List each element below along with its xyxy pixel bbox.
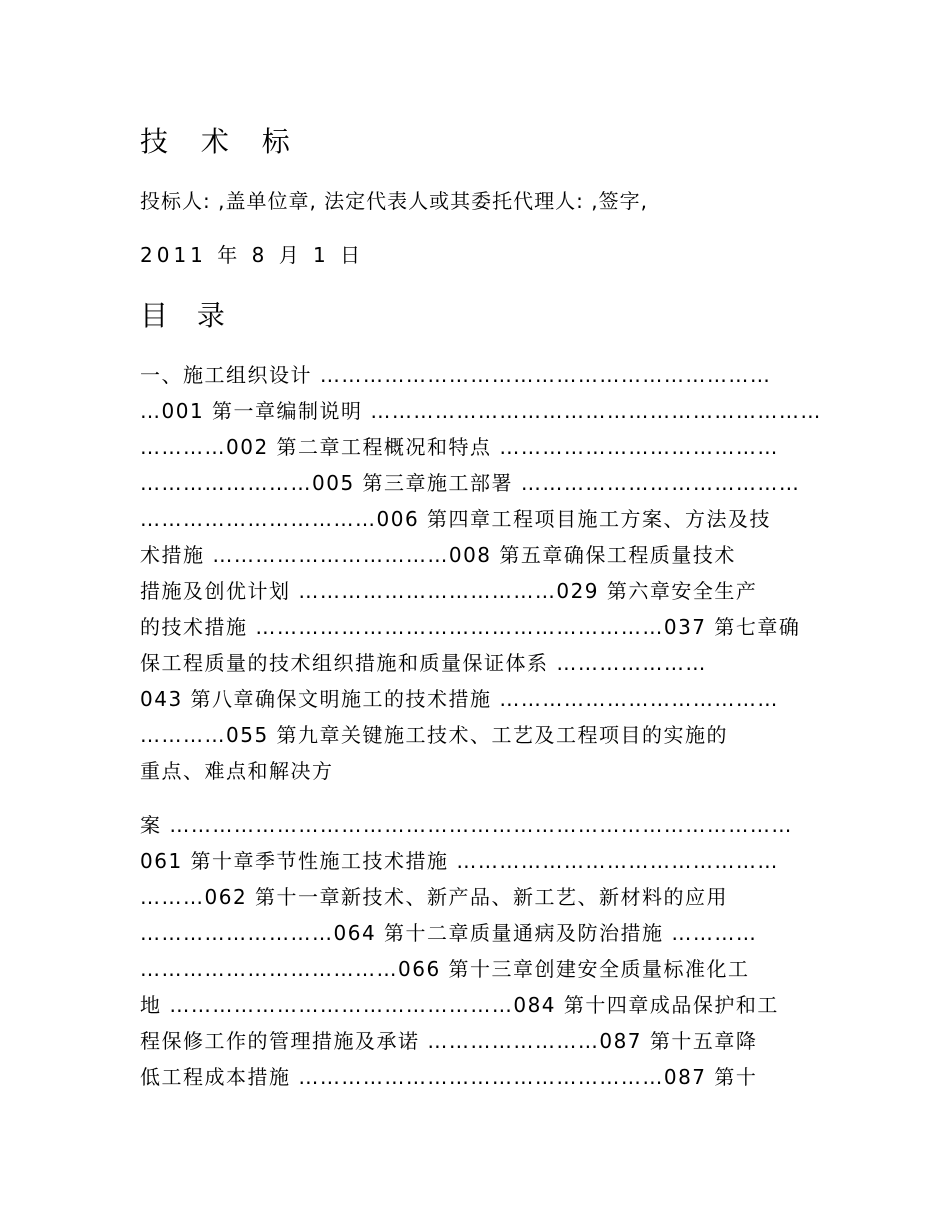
toc-line: ………………………064 第十二章质量通病及防治措施 ………… [140,921,758,945]
toc-line: 043 第八章确保文明施工的技术措施 ………………………………… [140,687,779,711]
toc-line: 程保修工作的管理措施及承诺 ……………………087 第十五章降 [140,1029,758,1053]
toc-line: 保工程质量的技术组织措施和质量保证体系 ………………… [140,651,707,675]
toc-line: 低工程成本措施 ……………………………………………087 第十 [140,1065,758,1089]
document-date: 2011 年 8 月 1 日 [140,243,365,267]
toc-line: 案 …………………………………………………………………………… [140,813,793,837]
toc-line: ………………………………066 第十三章创建安全质量标准化工 [140,957,750,981]
toc-heading: 目 录 [140,299,235,332]
toc-line: ………062 第十一章新技术、新产品、新工艺、新材料的应用 [140,885,729,909]
toc-line: ……………………005 第三章施工部署 ………………………………… [140,471,801,495]
toc-line: …………002 第二章工程概况和特点 ………………………………… [140,435,779,459]
toc-line: 061 第十章季节性施工技术措施 ……………………………………… [140,849,779,873]
toc-line: ……………………………006 第四章工程项目施工方案、方法及技 [140,507,772,531]
bidder-signature-line: 投标人: ,盖单位章, 法定代表人或其委托代理人: ,签字, [140,189,648,213]
toc-line: …………055 第九章关键施工技术、工艺及工程项目的实施的 [140,723,729,747]
toc-line: 的技术措施 …………………………………………………037 第七章确 [140,615,801,639]
toc-line: 措施及创优计划 ………………………………029 第六章安全生产 [140,579,758,603]
toc-line: 地 …………………………………………084 第十四章成品保护和工 [140,993,779,1017]
toc-line: 重点、难点和解决方 [140,759,334,783]
document-title: 技 术 标 [140,125,302,158]
toc-line: 术措施 ……………………………008 第五章确保工程质量技术 [140,543,736,567]
toc-line: 一、施工组织设计 ……………………………………………………… [140,363,772,387]
toc-line: …001 第一章编制说明 ……………………………………………………… [140,399,822,423]
